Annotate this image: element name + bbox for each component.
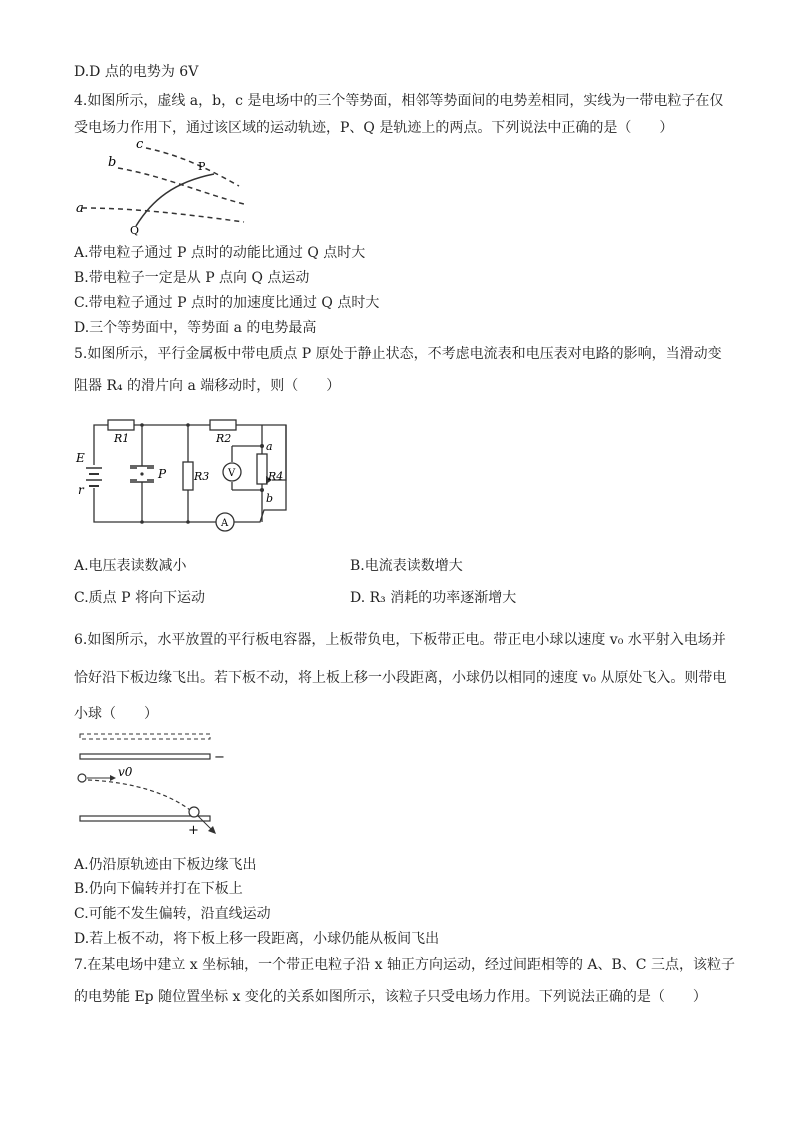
ball-end [189, 807, 199, 817]
figure-6-capacitor [74, 730, 234, 840]
question-5-line-1: 5.如图所示，平行金属板中带电质点 P 原处于静止状态，不考虑电流表和电压表对电路的影响，当滑动变 [74, 346, 722, 362]
label-a: a [266, 440, 273, 453]
figure-4-equipotentials [74, 138, 264, 238]
label-c: c [136, 138, 144, 152]
junction-2 [186, 423, 190, 427]
question-6-line-3: 小球（ ） [74, 706, 158, 722]
question-6-option-c: C.可能不发生偏转，沿直线运动 [74, 906, 271, 922]
resistor-r1 [108, 420, 134, 430]
question-5-line-2: 阻器 R₄ 的滑片向 a 端移动时，则（ ） [74, 378, 341, 394]
label-R2: R2 [216, 432, 232, 445]
question-4-option-d: D.三个等势面中，等势面 a 的电势最高 [74, 320, 317, 336]
moved-upper-plate [80, 734, 210, 739]
question-4-line-2: 受电场力作用下，通过该区域的运动轨迹，P、Q 是轨迹上的两点。下列说法中正确的是（ ） [74, 120, 674, 136]
velocity-arrowhead-icon [110, 775, 116, 781]
option-d-prev: D.D 点的电势为 6V [74, 64, 199, 80]
equipotential-a [82, 208, 244, 222]
ball-trajectory [88, 780, 190, 810]
label-minus: − [214, 750, 225, 765]
label-b: b [108, 155, 117, 170]
node-b [260, 488, 264, 492]
trajectory [136, 174, 214, 226]
label-v0: v0 [118, 765, 133, 779]
equipotential-b [118, 168, 244, 204]
junction-1 [140, 423, 144, 427]
label-a: a [76, 201, 84, 216]
question-4-line-1: 4.如图所示，虚线 a，b，c 是电场中的三个等势面，相邻等势面间的电势差相同，实线为一带电粒子在仅 [74, 93, 724, 109]
label-V: V [228, 468, 236, 479]
label-b: b [266, 492, 274, 505]
question-5-option-a: A.电压表读数减小 [74, 558, 187, 574]
question-5-option-d: D. R₃ 消耗的功率逐渐增大 [350, 590, 517, 606]
junction-4 [186, 520, 190, 524]
label-r: r [78, 483, 84, 497]
question-6-line-2: 恰好沿下板边缘飞出。若下板不动，将上板上移一小段距离，小球仍以相同的速度 v₀ 从原处飞入。则带电 [74, 670, 727, 686]
label-E: E [76, 451, 85, 465]
resistor-r3 [183, 462, 193, 490]
question-4-option-b: B.带电粒子一定是从 P 点向 Q 点运动 [74, 270, 310, 286]
ball-start [78, 774, 86, 782]
question-5-option-b: B.电流表读数增大 [350, 558, 463, 574]
question-7-line-2: 的电势能 Ep 随位置坐标 x 变化的关系如图所示，该粒子只受电场力作用。下列说法正确的是（ ） [74, 989, 707, 1005]
label-P: P [198, 160, 206, 173]
label-R3: R3 [194, 470, 210, 483]
label-P: P [158, 467, 167, 481]
node-a [260, 444, 264, 448]
lower-plate [80, 816, 210, 821]
particle-dot [140, 472, 143, 475]
rheostat-r4 [257, 454, 267, 484]
label-plus: + [188, 823, 199, 838]
question-4-option-c: C.带电粒子通过 P 点时的加速度比通过 Q 点时大 [74, 295, 380, 311]
label-Q: Q [130, 224, 140, 237]
label-R1: R1 [114, 432, 130, 445]
resistor-r2 [210, 420, 236, 430]
question-6-option-a: A.仍沿原轨迹由下板边缘飞出 [74, 857, 257, 873]
figure-5-circuit [74, 410, 304, 540]
junction-3 [140, 520, 144, 524]
question-4-option-a: A.带电粒子通过 P 点时的动能比通过 Q 点时大 [74, 245, 366, 261]
upper-plate [80, 754, 210, 759]
label-R4: R4 [268, 470, 284, 483]
question-7-line-1: 7.在某电场中建立 x 坐标轴，一个带正电粒子沿 x 轴正方向运动，经过间距相等的 A、B、C 三点，该粒子 [74, 957, 735, 973]
question-6-line-1: 6.如图所示，水平放置的平行板电容器，上板带负电，下板带正电。带正电小球以速度 v₀ 水平射入电场并 [74, 632, 726, 648]
question-5-option-c: C.质点 P 将向下运动 [74, 590, 205, 606]
question-6-option-b: B.仍向下偏转并打在下板上 [74, 881, 243, 897]
question-6-option-d: D.若上板不动，将下板上移一段距离，小球仍能从板间飞出 [74, 931, 440, 947]
label-A: A [221, 518, 229, 529]
